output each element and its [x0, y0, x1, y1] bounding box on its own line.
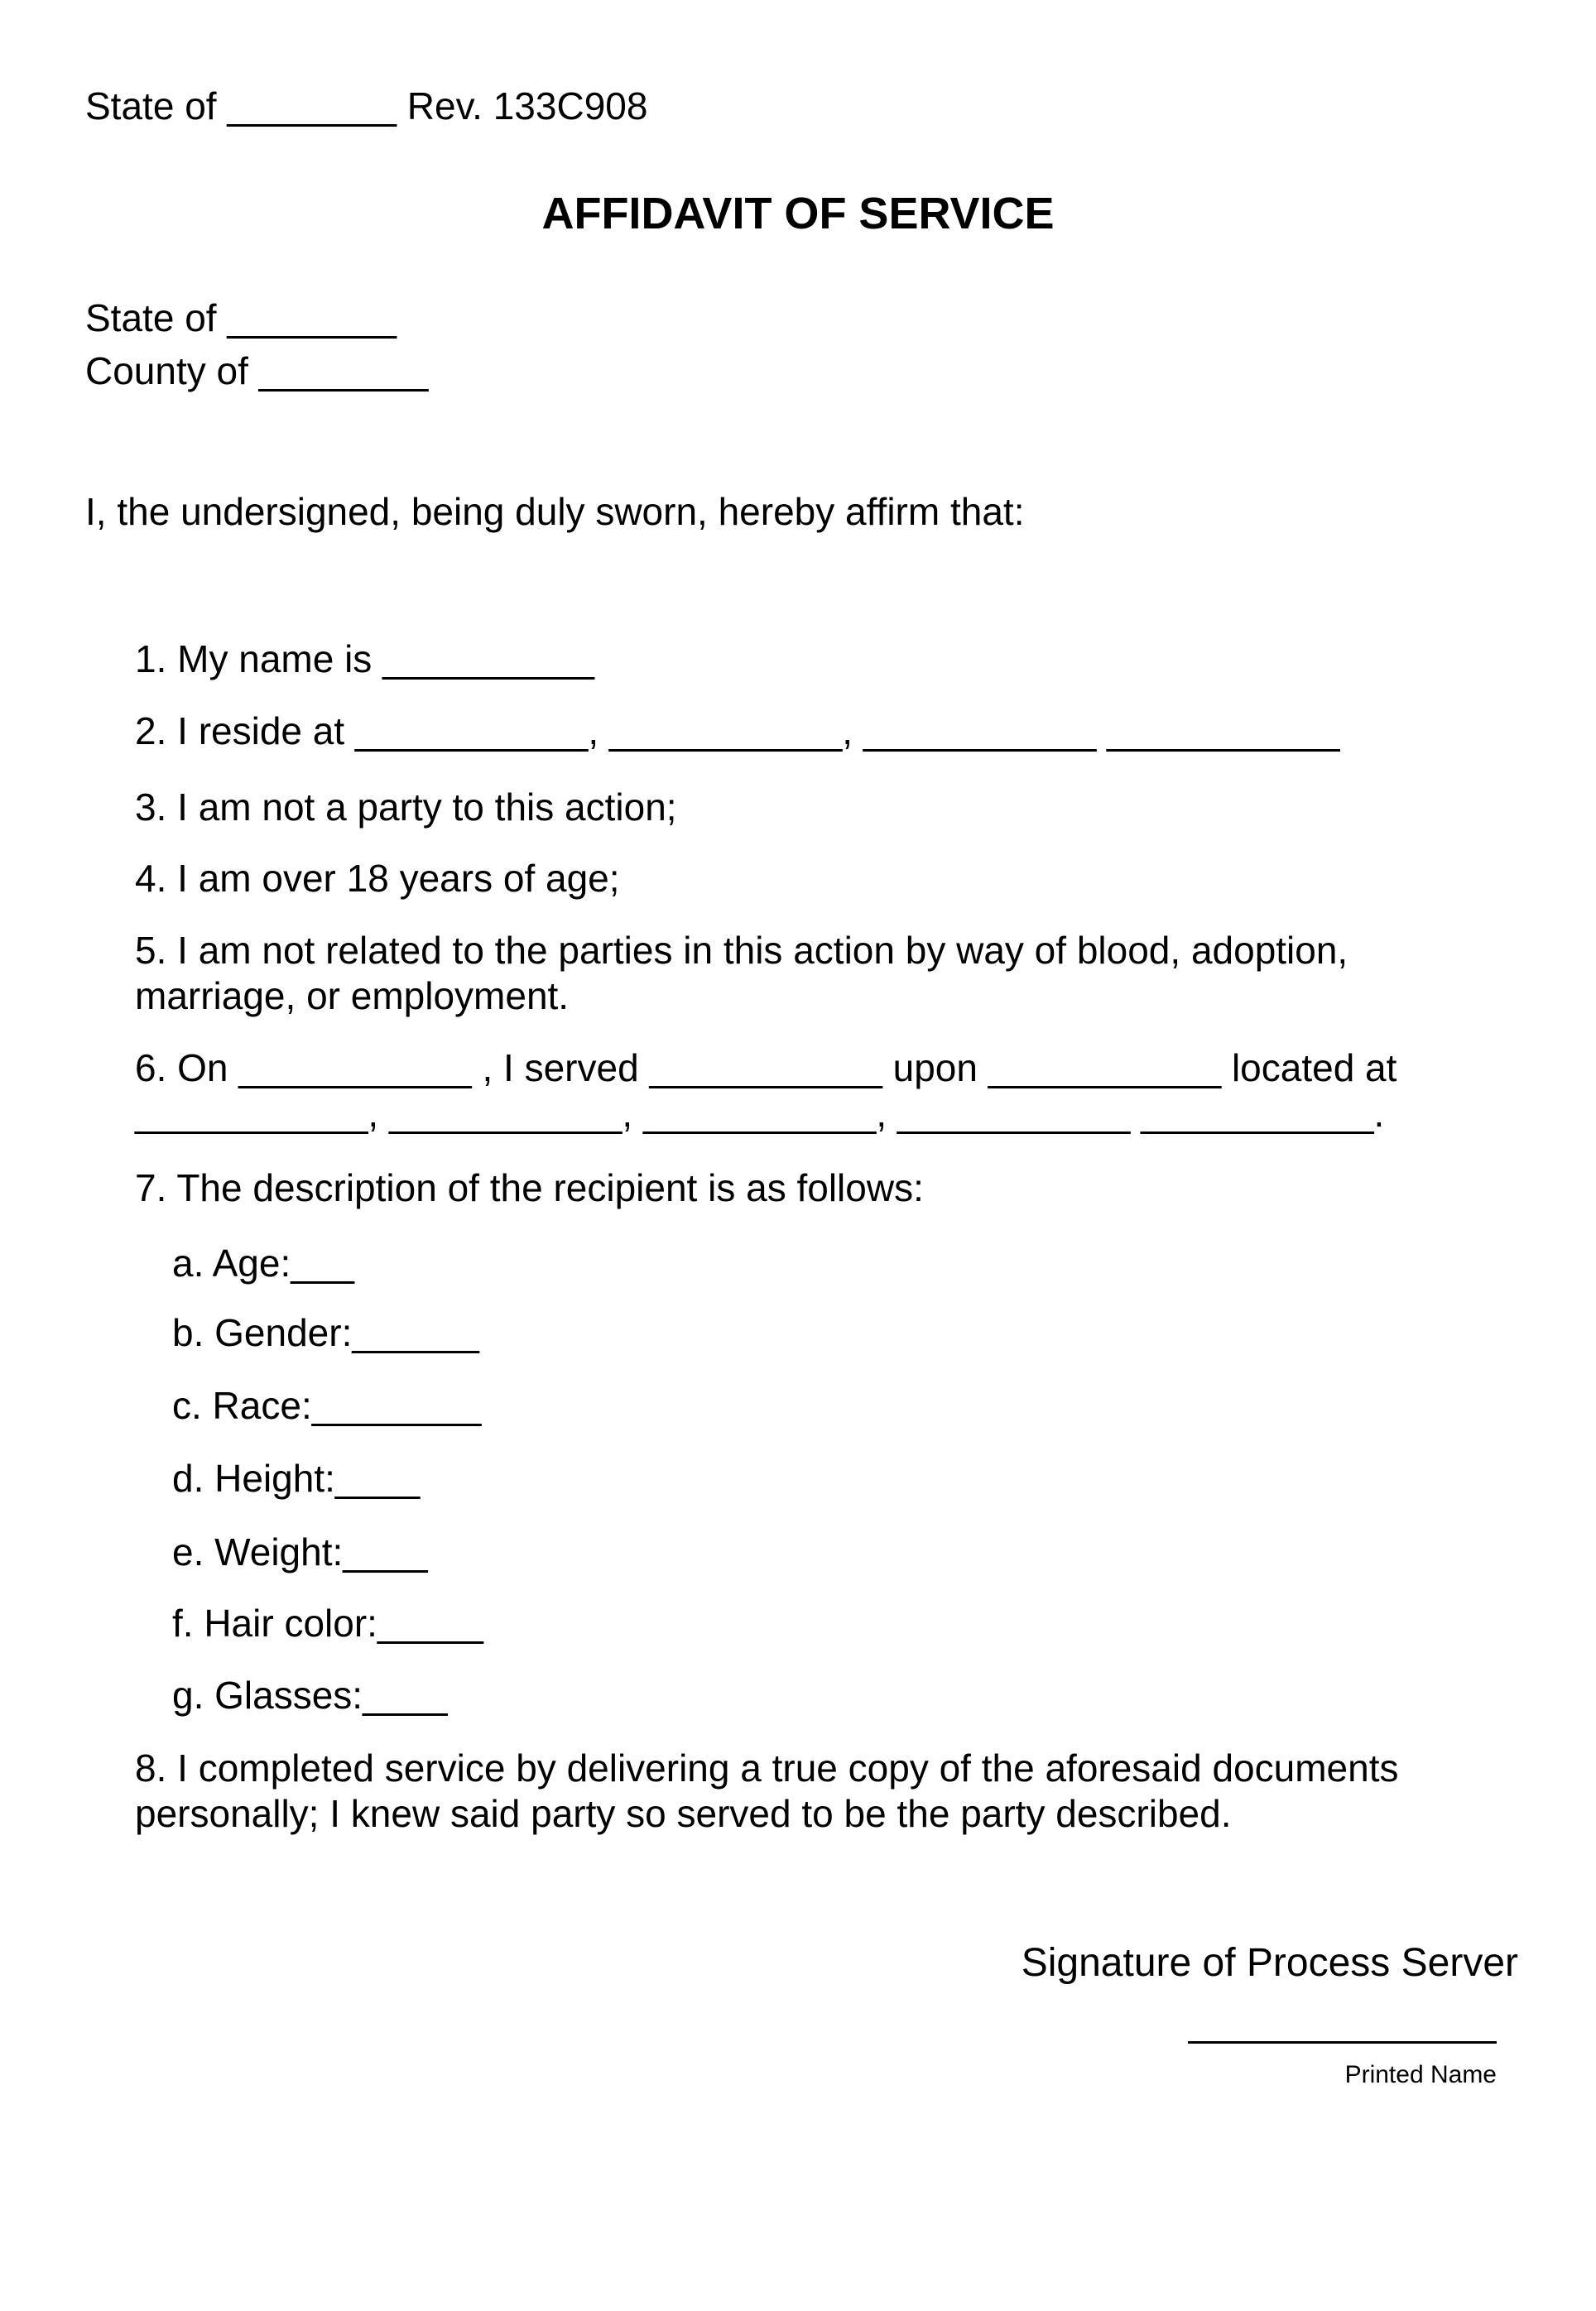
- statement-item-1-name: 1. My name is __________: [135, 637, 594, 680]
- statement-item-6-service-line-1: 6. On ___________ , I served ___________ upon ___________ located at: [135, 1046, 1397, 1089]
- statement-item-2-residence: 2. I reside at ___________, ___________, ___________ ___________: [135, 709, 1340, 752]
- recipient-gender-line: b. Gender:______: [172, 1311, 479, 1354]
- statement-item-5-line-2: marriage, or employment.: [135, 974, 570, 1017]
- recipient-height-line: d. Height:____: [172, 1457, 421, 1500]
- statement-item-8-line-1: 8. I completed service by delivering a true copy of the aforesaid documents: [135, 1746, 1399, 1790]
- recipient-weight-line: e. Weight:____: [172, 1530, 428, 1573]
- statement-item-6-service-line-2: ___________, ___________, ___________, ___________ ___________.: [135, 1092, 1385, 1135]
- recipient-hair-color-line: f. Hair color:_____: [172, 1602, 483, 1645]
- venue-state-line: State of ________: [85, 296, 397, 339]
- signature-of-process-server-label: Signature of Process Server: [1021, 1941, 1518, 1985]
- printed-name-signature-line: [1188, 2041, 1497, 2044]
- form-revision-line: State of ________ Rev. 133C908: [85, 84, 648, 127]
- statement-item-4-over-18: 4. I am over 18 years of age;: [135, 857, 620, 900]
- recipient-age-line: a. Age:___: [172, 1242, 354, 1285]
- statement-item-8-line-2: personally; I knew said party so served to be the party described.: [135, 1792, 1232, 1835]
- statement-item-5-line-1: 5. I am not related to the parties in this action by way of blood, adoption,: [135, 929, 1348, 972]
- printed-name-label: Printed Name: [1344, 2061, 1497, 2088]
- recipient-race-line: c. Race:________: [172, 1384, 482, 1427]
- venue-county-line: County of ________: [85, 349, 429, 392]
- statement-item-3-not-a-party: 3. I am not a party to this action;: [135, 786, 677, 829]
- document-title: AFFIDAVIT OF SERVICE: [541, 189, 1055, 238]
- statement-item-7-description-intro: 7. The description of the recipient is as follows:: [135, 1166, 924, 1209]
- affirmation-intro: I, the undersigned, being duly sworn, hereby affirm that:: [85, 490, 1025, 533]
- recipient-glasses-line: g. Glasses:____: [172, 1674, 448, 1717]
